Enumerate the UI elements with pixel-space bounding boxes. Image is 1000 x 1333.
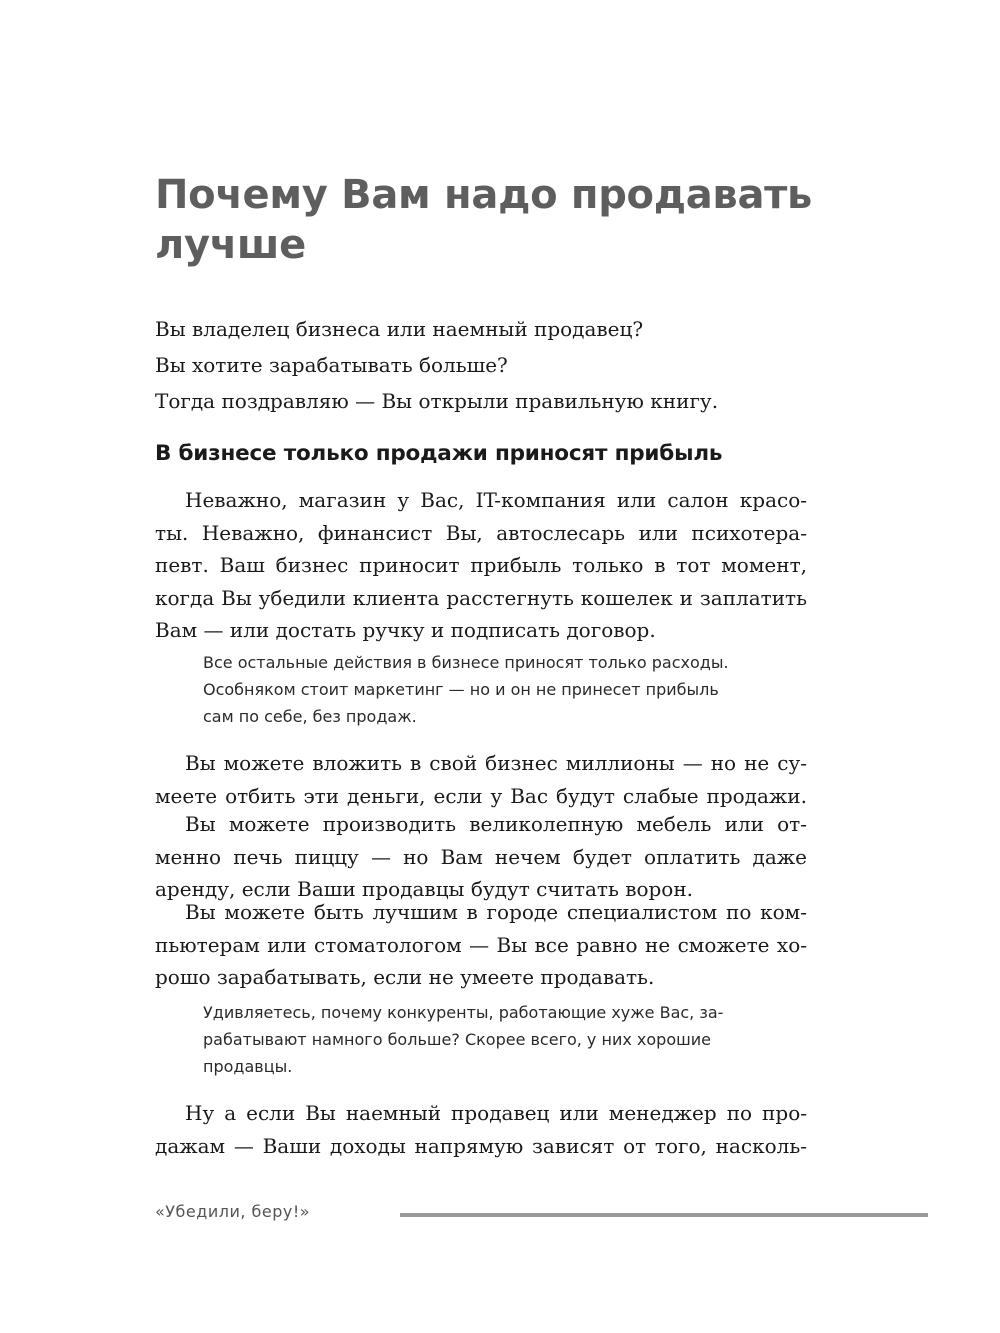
callout-line: Все остальные действия в бизнесе приносят только расходы. <box>203 653 729 672</box>
paragraph-line: Вы можете быть лучшим в городе специалистом по ком- <box>185 900 807 924</box>
paragraph-line: Ну а если Вы наемный продавец или менеджер по про- <box>185 1101 807 1125</box>
callout-note <box>203 649 763 730</box>
paragraph <box>155 484 807 647</box>
paragraph-line: Вы можете производить великолепную мебель или от- <box>185 812 807 836</box>
callout-note <box>203 999 763 1080</box>
intro-line: Тогда поздравляю — Вы открыли правильную книгу. <box>155 389 719 413</box>
intro-line: Вы хотите зарабатывать больше? <box>155 353 508 377</box>
paragraph <box>155 896 807 994</box>
chapter-title-line: лучше <box>155 222 306 268</box>
running-footer-title: «Убедили, беру!» <box>155 1202 311 1221</box>
paragraph-line: певт. Ваш бизнес приносит прибыль только в тот момент, <box>155 553 807 577</box>
paragraph <box>155 808 807 906</box>
paragraph-line: аренду, если Ваши продавцы будут считать ворон. <box>155 877 694 901</box>
paragraph-line: ты. Неважно, финансист Вы, автослесарь или психотера- <box>155 520 807 545</box>
chapter-title <box>155 170 935 270</box>
callout-line: сам по себе, без продаж. <box>203 707 417 726</box>
callout-line: рабатывают намного больше? Скорее всего, у них хорошие <box>203 1030 711 1049</box>
paragraph-line: когда Вы убедили клиента расстегнуть кошелек и заплатить <box>155 585 807 610</box>
intro-line: Вы владелец бизнеса или наемный продавец? <box>155 317 644 341</box>
callout-line: Особняком стоит маркетинг — но и он не принесет прибыль <box>203 680 719 699</box>
section-heading: В бизнесе только продажи приносят прибыль <box>155 441 723 466</box>
paragraph-line: рошо зарабатывать, если не умеете продавать. <box>155 965 655 989</box>
paragraph-line: Вы можете вложить в свой бизнес миллионы — но не су- <box>185 751 807 775</box>
paragraph-line: Вам — или достать ручку и подписать договор. <box>155 618 656 642</box>
intro-block <box>155 311 875 419</box>
chapter-title-line: Почему Вам надо продавать <box>155 172 813 218</box>
paragraph-line: пьютерам или стоматологом — Вы все равно не сможете хо- <box>155 932 807 957</box>
callout-line: Удивляетесь, почему конкуренты, работающие хуже Вас, за- <box>203 1003 724 1022</box>
paragraph-line: меете отбить эти деньги, если у Вас будут слабые продажи. <box>155 783 807 808</box>
paragraph-line: дажам — Ваши доходы напрямую зависят от того, насколь- <box>155 1133 807 1158</box>
footer-divider <box>400 1213 928 1217</box>
paragraph <box>155 747 807 812</box>
paragraph <box>155 1097 807 1162</box>
paragraph-line: Неважно, магазин у Вас, IT-компания или салон красо- <box>185 488 807 512</box>
paragraph-line: менно печь пиццу — но Вам нечем будет оплатить даже <box>155 844 807 869</box>
callout-line: продавцы. <box>203 1057 293 1076</box>
